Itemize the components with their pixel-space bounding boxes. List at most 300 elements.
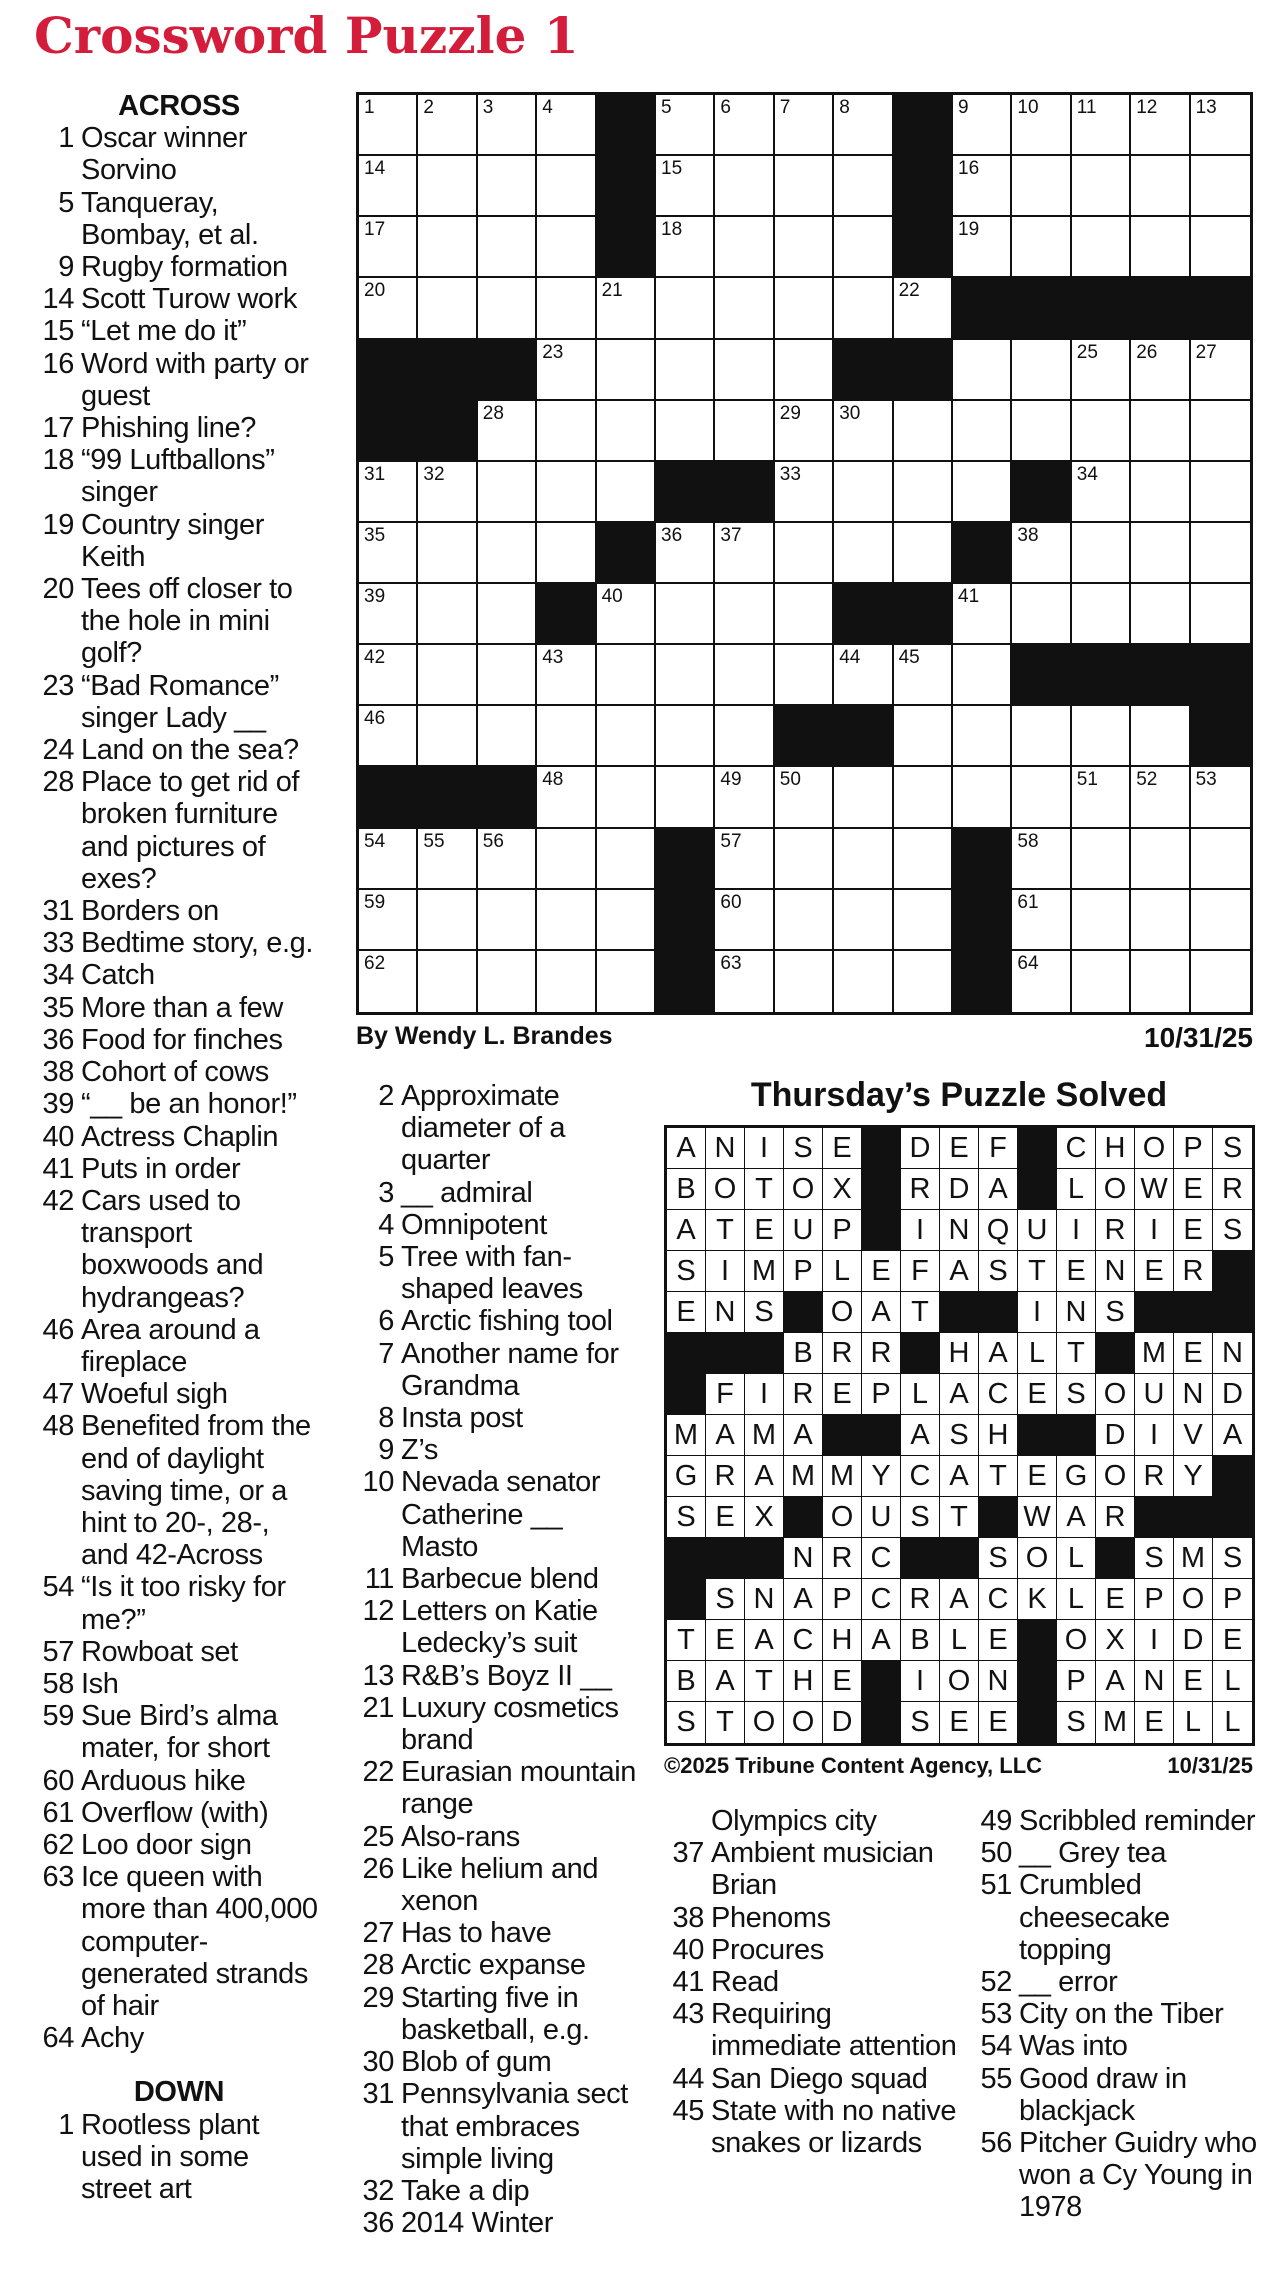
grid-cell[interactable] xyxy=(1131,523,1190,584)
grid-cell[interactable] xyxy=(1191,767,1250,828)
grid-cell[interactable] xyxy=(359,951,418,1012)
grid-cell[interactable] xyxy=(1131,706,1190,767)
grid-cell[interactable] xyxy=(953,156,1012,217)
clue-item xyxy=(34,315,324,347)
solution-letter: L xyxy=(901,1374,940,1415)
solution-letter: R xyxy=(706,1456,745,1497)
grid-cell[interactable] xyxy=(894,951,953,1012)
solution-letter: O xyxy=(784,1169,823,1210)
grid-cell[interactable] xyxy=(775,951,834,1012)
grid-cell[interactable] xyxy=(1191,829,1250,890)
grid-cell[interactable] xyxy=(478,829,537,890)
solution-letter: X xyxy=(745,1497,784,1538)
grid-cell[interactable] xyxy=(834,278,893,339)
solution-letter: S xyxy=(979,1251,1018,1292)
clue-number: 22 xyxy=(362,1756,394,1789)
grid-cell[interactable] xyxy=(1012,829,1071,890)
grid-cell[interactable] xyxy=(1012,584,1071,645)
down-clues-col3 xyxy=(664,1805,964,2159)
grid-cell[interactable] xyxy=(656,523,715,584)
grid-cell[interactable] xyxy=(478,706,537,767)
grid-cell[interactable] xyxy=(537,278,596,339)
grid-cell[interactable] xyxy=(1131,340,1190,401)
grid-cell[interactable] xyxy=(715,584,774,645)
black-square xyxy=(894,95,953,156)
solution-letter: O xyxy=(1096,1456,1135,1497)
solution-letter: A xyxy=(862,1620,901,1661)
grid-cell[interactable] xyxy=(834,951,893,1012)
clue-item xyxy=(34,251,324,283)
grid-cell[interactable] xyxy=(1131,890,1190,951)
grid-cell[interactable] xyxy=(478,401,537,462)
grid-cell[interactable] xyxy=(359,829,418,890)
grid-cell[interactable] xyxy=(834,829,893,890)
clue-number: 21 xyxy=(362,1691,394,1724)
grid-cell[interactable] xyxy=(953,645,1012,706)
cell-number: 17 xyxy=(364,219,386,241)
solution-letter: M xyxy=(745,1251,784,1292)
clue-number: 50 xyxy=(980,1837,1012,1870)
clue-text: Ice queen with more than 400,000 computer-generated strands of hair xyxy=(81,1861,318,2022)
grid-cell[interactable] xyxy=(894,767,953,828)
grid-cell[interactable] xyxy=(1012,401,1071,462)
down-clues-col2 xyxy=(354,1080,644,2239)
solution-letter: S xyxy=(745,1292,784,1333)
grid-cell[interactable] xyxy=(597,829,656,890)
clue-number: 32 xyxy=(362,2174,394,2207)
grid-cell[interactable] xyxy=(775,401,834,462)
grid-cell[interactable] xyxy=(1012,706,1071,767)
black-square xyxy=(715,462,774,523)
grid-cell[interactable] xyxy=(656,767,715,828)
grid-cell[interactable] xyxy=(418,890,477,951)
byline: By Wendy L. Brandes xyxy=(356,1022,613,1050)
grid-cell[interactable] xyxy=(597,706,656,767)
grid-cell[interactable] xyxy=(953,767,1012,828)
solution-letter: A xyxy=(940,1579,979,1620)
solution-black-square xyxy=(1174,1292,1213,1333)
crossword-grid xyxy=(356,92,1253,1015)
solution-letter: M xyxy=(1096,1702,1135,1743)
grid-cell[interactable] xyxy=(597,462,656,523)
grid-cell[interactable] xyxy=(1191,95,1250,156)
grid-cell[interactable] xyxy=(418,829,477,890)
clue-number: 17 xyxy=(42,412,74,445)
grid-cell[interactable] xyxy=(537,645,596,706)
grid-cell[interactable] xyxy=(418,584,477,645)
solution-letter: E xyxy=(940,1128,979,1169)
grid-cell[interactable] xyxy=(894,829,953,890)
solution-letter: N xyxy=(706,1128,745,1169)
grid-cell[interactable] xyxy=(1131,584,1190,645)
cell-number: 64 xyxy=(1017,952,1039,974)
grid-cell[interactable] xyxy=(1012,95,1071,156)
clue-item xyxy=(972,1805,1267,1837)
grid-cell[interactable] xyxy=(1012,156,1071,217)
solution-letter: A xyxy=(940,1456,979,1497)
grid-cell[interactable] xyxy=(1131,951,1190,1012)
cell-number: 54 xyxy=(364,830,386,852)
grid-cell[interactable] xyxy=(359,890,418,951)
clue-item xyxy=(354,1692,644,1756)
grid-cell[interactable] xyxy=(537,890,596,951)
grid-cell[interactable] xyxy=(775,523,834,584)
solution-black-square xyxy=(667,1333,706,1374)
solution-letter: M xyxy=(784,1456,823,1497)
grid-cell[interactable] xyxy=(478,584,537,645)
grid-cell[interactable] xyxy=(478,217,537,278)
grid-cell[interactable] xyxy=(1072,401,1131,462)
grid-cell[interactable] xyxy=(418,462,477,523)
solution-black-square xyxy=(706,1333,745,1374)
solution-letter: L xyxy=(823,1251,862,1292)
grid-cell[interactable] xyxy=(359,217,418,278)
grid-cell[interactable] xyxy=(1012,217,1071,278)
solution-letter: Y xyxy=(1174,1456,1213,1497)
grid-cell[interactable] xyxy=(1012,951,1071,1012)
solution-letter: N xyxy=(1135,1661,1174,1702)
solution-letter: U xyxy=(1018,1210,1057,1251)
solution-letter: N xyxy=(1174,1374,1213,1415)
grid-cell[interactable] xyxy=(1191,951,1250,1012)
solution-letter: C xyxy=(1057,1128,1096,1169)
grid-cell[interactable] xyxy=(1072,951,1131,1012)
grid-cell[interactable] xyxy=(953,95,1012,156)
grid-cell[interactable] xyxy=(1072,523,1131,584)
grid-cell[interactable] xyxy=(359,462,418,523)
grid-cell[interactable] xyxy=(894,890,953,951)
grid-cell[interactable] xyxy=(478,645,537,706)
clue-text: Bedtime story, e.g. xyxy=(81,927,314,960)
grid-cell[interactable] xyxy=(775,829,834,890)
grid-cell[interactable] xyxy=(597,951,656,1012)
grid-cell[interactable] xyxy=(1072,706,1131,767)
grid-cell[interactable] xyxy=(478,156,537,217)
grid-cell[interactable] xyxy=(834,462,893,523)
grid-cell[interactable] xyxy=(775,95,834,156)
clue-text: Word with party or guest xyxy=(81,347,309,412)
cell-number: 7 xyxy=(779,97,791,118)
grid-cell[interactable] xyxy=(715,278,774,339)
clue-text: Tree with fan-shaped leaves xyxy=(401,1241,583,1306)
grid-cell[interactable] xyxy=(1131,462,1190,523)
grid-cell[interactable] xyxy=(1191,401,1250,462)
clue-item xyxy=(972,1998,1267,2030)
grid-cell[interactable] xyxy=(418,278,477,339)
grid-cell[interactable] xyxy=(478,95,537,156)
grid-cell[interactable] xyxy=(715,156,774,217)
grid-cell[interactable] xyxy=(834,645,893,706)
grid-cell[interactable] xyxy=(1191,156,1250,217)
cell-number: 34 xyxy=(1076,463,1098,485)
grid-cell[interactable] xyxy=(715,401,774,462)
grid-cell[interactable] xyxy=(1072,890,1131,951)
grid-cell[interactable] xyxy=(1191,584,1250,645)
grid-cell[interactable] xyxy=(953,401,1012,462)
grid-cell[interactable] xyxy=(656,401,715,462)
grid-cell[interactable] xyxy=(894,645,953,706)
clue-number: 7 xyxy=(378,1337,394,1370)
grid-cell[interactable] xyxy=(1191,340,1250,401)
grid-cell[interactable] xyxy=(834,767,893,828)
grid-cell[interactable] xyxy=(834,217,893,278)
solution-letter: T xyxy=(979,1456,1018,1497)
solution-letter: O xyxy=(823,1497,862,1538)
grid-cell[interactable] xyxy=(1131,829,1190,890)
grid-cell[interactable] xyxy=(953,462,1012,523)
grid-cell[interactable] xyxy=(715,217,774,278)
grid-cell[interactable] xyxy=(656,340,715,401)
grid-cell[interactable] xyxy=(537,217,596,278)
grid-cell[interactable] xyxy=(359,523,418,584)
grid-cell[interactable] xyxy=(537,523,596,584)
grid-cell[interactable] xyxy=(597,890,656,951)
grid-cell[interactable] xyxy=(537,951,596,1012)
grid-cell[interactable] xyxy=(418,217,477,278)
grid-cell[interactable] xyxy=(715,645,774,706)
grid-cell[interactable] xyxy=(834,890,893,951)
grid-cell[interactable] xyxy=(1072,462,1131,523)
grid-cell[interactable] xyxy=(537,340,596,401)
grid-cell[interactable] xyxy=(656,706,715,767)
black-square xyxy=(656,890,715,951)
clue-item xyxy=(34,1668,324,1700)
grid-cell[interactable] xyxy=(478,523,537,584)
cell-number: 13 xyxy=(1195,97,1217,118)
grid-cell[interactable] xyxy=(597,767,656,828)
grid-cell[interactable] xyxy=(418,706,477,767)
clue-text: Food for finches xyxy=(81,1023,283,1056)
clue-item xyxy=(34,1121,324,1153)
grid-cell[interactable] xyxy=(775,462,834,523)
cell-number: 20 xyxy=(364,280,386,302)
solution-black-square xyxy=(1018,1661,1057,1702)
grid-cell[interactable] xyxy=(715,890,774,951)
grid-cell[interactable] xyxy=(894,706,953,767)
solution-letter: H xyxy=(979,1415,1018,1456)
clue-text: Letters on Katie Ledecky’s suit xyxy=(401,1595,598,1660)
grid-cell[interactable] xyxy=(656,645,715,706)
grid-cell[interactable] xyxy=(775,584,834,645)
grid-cell[interactable] xyxy=(775,217,834,278)
black-square xyxy=(894,217,953,278)
grid-cell[interactable] xyxy=(775,645,834,706)
grid-cell[interactable] xyxy=(715,829,774,890)
solution-letter: M xyxy=(667,1415,706,1456)
grid-cell[interactable] xyxy=(1072,829,1131,890)
grid-cell[interactable] xyxy=(1191,523,1250,584)
clue-text: Cohort of cows xyxy=(81,1056,269,1089)
grid-cell[interactable] xyxy=(775,767,834,828)
grid-cell[interactable] xyxy=(1191,462,1250,523)
grid-cell[interactable] xyxy=(894,462,953,523)
grid-cell[interactable] xyxy=(478,462,537,523)
grid-cell[interactable] xyxy=(894,401,953,462)
solution-letter: R xyxy=(901,1169,940,1210)
grid-cell[interactable] xyxy=(1131,767,1190,828)
black-square xyxy=(1191,278,1250,339)
grid-cell[interactable] xyxy=(1072,340,1131,401)
grid-cell[interactable] xyxy=(537,401,596,462)
grid-cell[interactable] xyxy=(1012,890,1071,951)
clue-number: 20 xyxy=(42,573,74,606)
grid-cell[interactable] xyxy=(597,278,656,339)
solution-letter: K xyxy=(1018,1579,1057,1620)
grid-cell[interactable] xyxy=(418,951,477,1012)
grid-cell[interactable] xyxy=(953,584,1012,645)
clue-item xyxy=(354,1982,644,2046)
clue-item xyxy=(354,1853,644,1917)
solution-letter: E xyxy=(1174,1333,1213,1374)
solution-letter: E xyxy=(862,1251,901,1292)
grid-cell[interactable] xyxy=(597,645,656,706)
grid-cell[interactable] xyxy=(597,401,656,462)
grid-cell[interactable] xyxy=(1072,217,1131,278)
grid-cell[interactable] xyxy=(775,890,834,951)
grid-cell[interactable] xyxy=(834,156,893,217)
cell-number: 61 xyxy=(1017,891,1039,913)
grid-cell[interactable] xyxy=(834,523,893,584)
grid-cell[interactable] xyxy=(1131,401,1190,462)
grid-cell[interactable] xyxy=(1131,156,1190,217)
grid-cell[interactable] xyxy=(1072,584,1131,645)
grid-cell[interactable] xyxy=(1012,340,1071,401)
grid-cell[interactable] xyxy=(418,95,477,156)
grid-cell[interactable] xyxy=(656,95,715,156)
solution-black-square xyxy=(901,1538,940,1579)
grid-cell[interactable] xyxy=(894,523,953,584)
solution-letter: F xyxy=(706,1374,745,1415)
grid-cell[interactable] xyxy=(537,462,596,523)
grid-cell[interactable] xyxy=(953,706,1012,767)
grid-cell[interactable] xyxy=(894,278,953,339)
grid-cell[interactable] xyxy=(1072,95,1131,156)
clue-item xyxy=(34,1571,324,1635)
grid-cell[interactable] xyxy=(359,278,418,339)
grid-cell[interactable] xyxy=(537,95,596,156)
solution-letter: S xyxy=(1213,1210,1252,1251)
clue-number: 41 xyxy=(672,1966,704,1999)
solution-black-square xyxy=(1096,1333,1135,1374)
black-square xyxy=(1072,278,1131,339)
grid-cell[interactable] xyxy=(478,278,537,339)
grid-cell[interactable] xyxy=(597,584,656,645)
clue-item xyxy=(354,2175,644,2207)
grid-cell[interactable] xyxy=(537,767,596,828)
solution-letter: E xyxy=(667,1292,706,1333)
clue-text: Like helium and xenon xyxy=(401,1852,599,1918)
solution-letter: C xyxy=(979,1374,1018,1415)
grid-cell[interactable] xyxy=(478,890,537,951)
grid-cell[interactable] xyxy=(418,523,477,584)
solution-letter: D xyxy=(1174,1620,1213,1661)
grid-cell[interactable] xyxy=(1191,890,1250,951)
grid-cell[interactable] xyxy=(775,278,834,339)
grid-cell[interactable] xyxy=(834,95,893,156)
clue-text: Oscar winner Sorvino xyxy=(81,122,248,187)
grid-cell[interactable] xyxy=(715,951,774,1012)
solution-black-square xyxy=(1213,1251,1252,1292)
grid-cell[interactable] xyxy=(359,706,418,767)
solution-letter: O xyxy=(940,1661,979,1702)
cell-number: 1 xyxy=(364,97,375,118)
grid-cell[interactable] xyxy=(537,706,596,767)
grid-cell[interactable] xyxy=(715,767,774,828)
grid-cell[interactable] xyxy=(359,156,418,217)
grid-cell[interactable] xyxy=(775,156,834,217)
cell-number: 39 xyxy=(364,586,386,608)
clue-text: More than a few xyxy=(81,991,283,1024)
solution-letter: W xyxy=(1135,1169,1174,1210)
grid-cell[interactable] xyxy=(1072,767,1131,828)
solution-black-square xyxy=(784,1497,823,1538)
clue-text: Loo door sign xyxy=(81,1828,252,1861)
grid-cell[interactable] xyxy=(418,645,477,706)
grid-cell[interactable] xyxy=(359,584,418,645)
grid-cell[interactable] xyxy=(953,217,1012,278)
solution-black-square xyxy=(1174,1497,1213,1538)
grid-cell[interactable] xyxy=(1072,156,1131,217)
grid-cell[interactable] xyxy=(656,584,715,645)
black-square xyxy=(894,584,953,645)
clue-item xyxy=(664,1902,964,1934)
clue-number: 47 xyxy=(42,1378,74,1411)
grid-cell[interactable] xyxy=(1131,217,1190,278)
cell-number: 53 xyxy=(1195,769,1217,791)
clue-number: 52 xyxy=(980,1966,1012,1999)
grid-cell[interactable] xyxy=(656,278,715,339)
grid-cell[interactable] xyxy=(656,156,715,217)
clue-text: Eurasian mountain range xyxy=(401,1756,637,1821)
cell-number: 15 xyxy=(661,158,683,180)
grid-cell[interactable] xyxy=(656,217,715,278)
solution-letter: E xyxy=(1135,1702,1174,1743)
cell-number: 11 xyxy=(1076,97,1097,118)
grid-cell[interactable] xyxy=(715,706,774,767)
clue-text: Pitcher Guidry who won a Cy Young in 1978 xyxy=(1019,2127,1257,2224)
grid-cell[interactable] xyxy=(715,95,774,156)
grid-cell[interactable] xyxy=(775,340,834,401)
clue-item xyxy=(972,2030,1267,2062)
grid-cell[interactable] xyxy=(478,951,537,1012)
grid-cell[interactable] xyxy=(1191,217,1250,278)
grid-cell[interactable] xyxy=(953,340,1012,401)
grid-cell[interactable] xyxy=(834,401,893,462)
grid-cell[interactable] xyxy=(1012,767,1071,828)
grid-cell[interactable] xyxy=(1131,95,1190,156)
grid-cell[interactable] xyxy=(715,340,774,401)
grid-cell[interactable] xyxy=(597,340,656,401)
grid-cell[interactable] xyxy=(418,156,477,217)
solution-letter: S xyxy=(706,1579,745,1620)
clue-text: Read xyxy=(711,1966,779,1999)
solution-letter: X xyxy=(823,1169,862,1210)
clue-item xyxy=(34,2109,324,2206)
cell-number: 56 xyxy=(482,830,504,852)
solution-letter: N xyxy=(745,1579,784,1620)
black-square xyxy=(418,767,477,828)
grid-cell[interactable] xyxy=(715,523,774,584)
cell-number: 43 xyxy=(542,647,564,669)
clue-number: 28 xyxy=(362,1949,394,1982)
grid-cell[interactable] xyxy=(359,95,418,156)
grid-cell[interactable] xyxy=(537,156,596,217)
grid-cell[interactable] xyxy=(359,645,418,706)
cell-number: 50 xyxy=(779,769,801,791)
grid-cell[interactable] xyxy=(537,829,596,890)
grid-cell[interactable] xyxy=(1012,523,1071,584)
clue-text: Starting five in basketball, e.g. xyxy=(401,1981,590,2046)
